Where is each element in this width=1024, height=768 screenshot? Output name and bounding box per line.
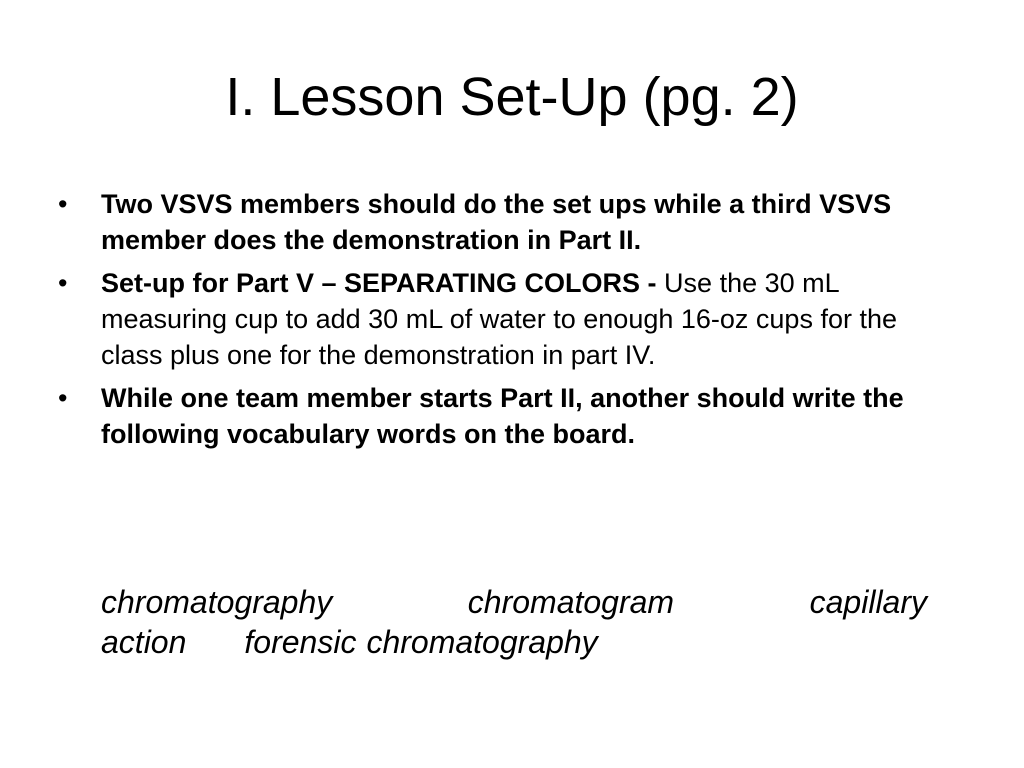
slide-title: I. Lesson Set-Up (pg. 2)	[225, 67, 799, 127]
vocabulary-words	[101, 582, 927, 662]
bullet-item-1	[58, 186, 948, 258]
bullet-3-bold-text: While one team member starts Part II, another should write the following vocabulary words on the board.	[101, 383, 904, 449]
vocab-word-chromatogram: chromatogram	[467, 584, 675, 620]
vocab-word-capillary: capillary	[809, 584, 927, 620]
bullet-icon: •	[58, 383, 68, 413]
bullet-item-3	[58, 380, 948, 452]
vocab-word-chromatography-2: chromatography	[366, 624, 598, 660]
bullet-icon: •	[58, 189, 68, 219]
vocabulary-row-1	[101, 582, 927, 622]
bullet-2-text: Use the 30 mL measuring cup to add 30 mL of water to enough 16-oz cups for the class plus one for the demonstration in part IV.	[101, 268, 897, 370]
bullet-2-bold-text: Set-up for Part V – SEPARATING COLORS -	[101, 268, 665, 298]
bullet-list	[58, 186, 948, 459]
bullet-item-2	[58, 265, 948, 373]
vocab-word-chromatography: chromatography	[101, 584, 333, 620]
vocab-word-action: action	[101, 624, 187, 660]
vocab-word-forensic: forensic	[244, 624, 357, 660]
bullet-icon: •	[58, 268, 68, 298]
bullet-1-bold-text: Two VSVS members should do the set ups while a third VSVS member does the demonstration in Part II.	[101, 189, 892, 255]
vocabulary-row-2	[101, 622, 927, 662]
